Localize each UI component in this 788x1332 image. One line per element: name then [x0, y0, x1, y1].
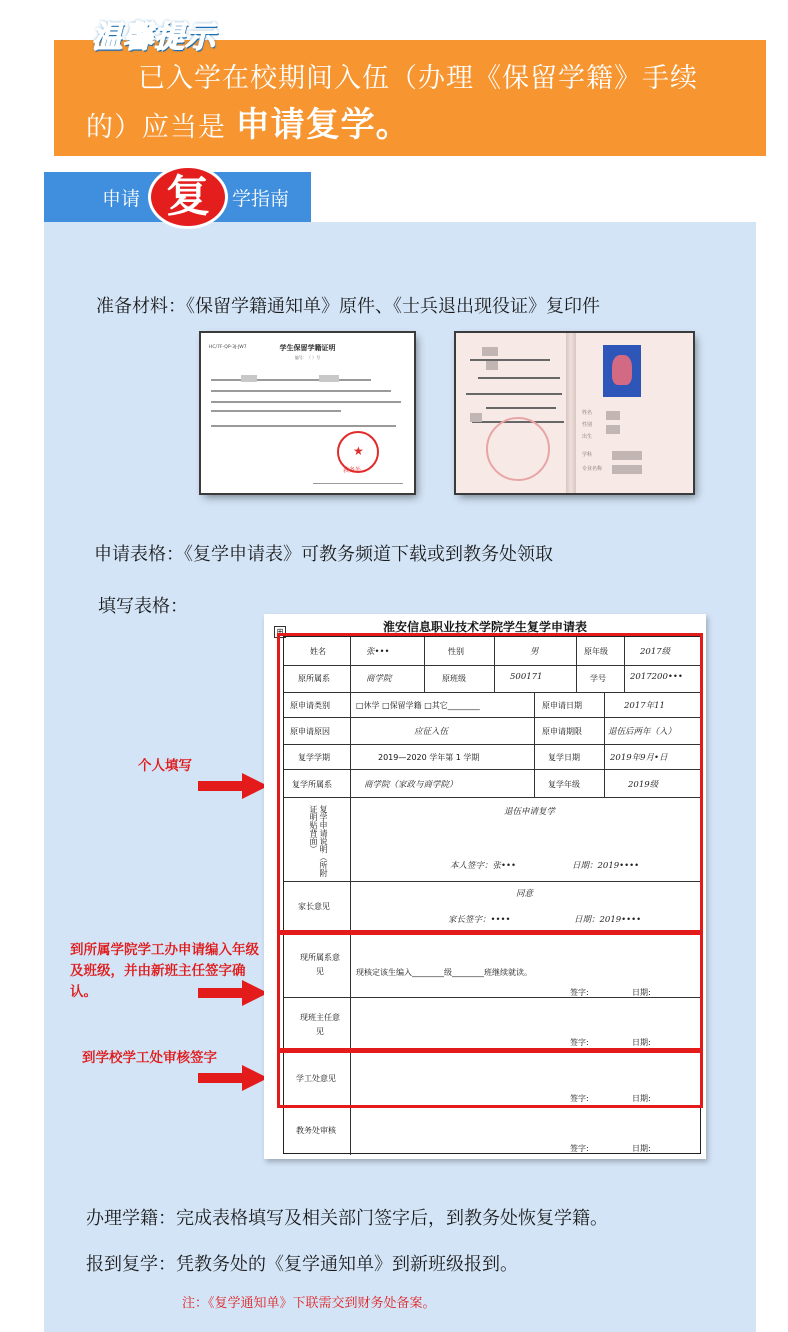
label-apply-period: 原申请期限 — [542, 727, 582, 736]
value-grade: 2017级 — [640, 647, 671, 657]
highlight-department — [277, 932, 703, 1051]
arrow-right-icon — [198, 979, 268, 1007]
highlight-school — [277, 1050, 703, 1108]
value-name: 张••• — [366, 647, 390, 657]
label-apply-date: 原申请日期 — [542, 701, 582, 710]
arrow-right-icon — [198, 1064, 268, 1092]
parent-date: 日期：2019•••• — [574, 915, 642, 925]
parent-signature: 家长签字：•••• — [448, 915, 511, 925]
label-dept: 原所属系 — [298, 674, 330, 683]
section-tab-left: 申请 — [102, 188, 141, 210]
seal-star-icon: ★ — [353, 444, 364, 458]
current-dept-sign: 签字: — [570, 988, 589, 997]
tip-highlight: 申请复学。 — [235, 105, 411, 145]
label-grade: 原年级 — [584, 647, 608, 656]
section-tab-right: 学指南 — [232, 188, 290, 210]
label-name: 姓名 — [310, 647, 326, 656]
retention-certificate-photo — [201, 333, 414, 493]
id-photo — [603, 345, 641, 397]
value-apply-period: 退伍后两年（入） — [608, 727, 677, 737]
annotation-department: 到所属学院学工办申请编入年级及班级，并由新班主任签字确认。 — [70, 942, 259, 1000]
label-term: 复学学期 — [298, 753, 330, 762]
value-statement: 退伍申请复学 — [504, 807, 556, 817]
doc1-code: HC/7F-QP-3J-JW7 — [209, 345, 247, 350]
value-apply-date: 2017年11 — [624, 701, 665, 711]
student-affairs-date: 日期: — [632, 1094, 651, 1103]
student-affairs-sign: 签字: — [570, 1094, 589, 1103]
step-form: 申请表格：《复学申请表》可教务频道下载或到教务处领取 — [94, 544, 553, 565]
value-new-dept: 商学院（家政与商学院） — [364, 780, 458, 790]
step-materials: 准备材料：《保留学籍通知单》原件、《士兵退出现役证》复印件 — [96, 296, 600, 317]
tip-line-1: 已入学在校期间入伍（办理《保留学籍》手续 — [138, 63, 698, 94]
doc2-label-gender: 性别 — [582, 422, 593, 428]
value-apply-type: □休学 □保留学籍 □其它________ — [356, 701, 480, 710]
label-return-date: 复学日期 — [548, 753, 580, 762]
tip-logo-text: 温馨提示 — [92, 20, 216, 55]
academic-affairs-sign: 签字: — [570, 1144, 589, 1153]
value-dept: 商学院 — [366, 674, 392, 684]
doc1-number: 编号：（ ）号 — [294, 355, 321, 360]
label-gender: 性别 — [448, 647, 464, 656]
label-class: 原班级 — [442, 674, 466, 683]
head-teacher-sign: 签字: — [570, 1038, 589, 1047]
form-mark-icon: ⊞ — [274, 626, 286, 638]
academic-affairs-date: 日期: — [632, 1144, 651, 1153]
doc1-seal-text: 教务处 — [343, 467, 362, 474]
tip-line-2: 的）应当是 申请复学。 — [86, 105, 411, 145]
step-note: 注：《复学通知单》下联需交到财务处备案。 — [182, 1296, 436, 1311]
discharge-certificate-photo — [456, 333, 693, 493]
value-term: 2019—2020 学年第 1 学期 — [378, 753, 480, 762]
step-report: 报到复学：凭教务处的《复学通知单》到新班级报到。 — [86, 1254, 518, 1275]
label-student-id: 学号 — [590, 674, 606, 683]
head-teacher-date: 日期: — [632, 1038, 651, 1047]
annotation-school: 到学校学工处审核签字 — [82, 1050, 217, 1066]
label-head-teacher: 现班主任意见 — [300, 1013, 340, 1036]
value-gender: 男 — [530, 647, 539, 657]
label-student-affairs: 学工处意见 — [296, 1074, 336, 1083]
doc2-label-name: 姓名 — [582, 410, 593, 416]
label-apply-reason: 原申请原因 — [290, 727, 330, 736]
statement-signature: 本人签字：张••• — [450, 861, 517, 871]
doc1-title: 学生保留学籍证明 — [279, 344, 336, 352]
label-statement: 复学申请说明（所附证明贴背面） — [309, 805, 328, 877]
value-current-dept: 现核定该生编入________级________班继续就读。 — [356, 968, 532, 977]
doc2-stamp — [486, 417, 550, 481]
label-apply-type: 原申请类别 — [290, 701, 330, 710]
current-dept-date: 日期: — [632, 988, 651, 997]
highlight-personal — [277, 633, 703, 933]
label-new-grade: 复学年级 — [548, 780, 580, 789]
label-academic-affairs: 教务处审核 — [296, 1126, 336, 1135]
value-return-date: 2019年9月•日 — [610, 753, 668, 763]
tip-logo — [92, 12, 242, 56]
section-tab — [44, 172, 311, 222]
label-current-dept: 现所属系意见 — [300, 953, 340, 976]
value-student-id: 2017200••• — [630, 672, 683, 682]
annotation-personal: 个人填写 — [138, 758, 192, 774]
value-new-grade: 2019级 — [628, 780, 659, 790]
statement-date: 日期：2019•••• — [572, 861, 640, 871]
label-parent: 家长意见 — [298, 902, 330, 911]
value-parent: 同意 — [516, 889, 534, 899]
doc2-label-major: 专业名称 — [582, 466, 603, 472]
step-process: 办理学籍：完成表格填写及相关部门签字后，到教务处恢复学籍。 — [86, 1208, 608, 1229]
value-apply-reason: 应征入伍 — [414, 727, 449, 737]
label-new-dept: 复学所属系 — [292, 780, 332, 789]
step-fill: 填写表格： — [98, 596, 188, 617]
value-class: 500171 — [510, 672, 543, 682]
readmission-application-form — [264, 614, 706, 1159]
arrow-right-icon — [198, 772, 268, 800]
section-tab-circle: 复 — [148, 165, 228, 229]
doc2-label-subject: 学科 — [582, 452, 593, 458]
form-title: 淮安信息职业技术学院学生复学申请表 — [382, 620, 587, 634]
tip-banner — [54, 40, 766, 156]
doc2-label-birth: 出生 — [582, 434, 593, 440]
